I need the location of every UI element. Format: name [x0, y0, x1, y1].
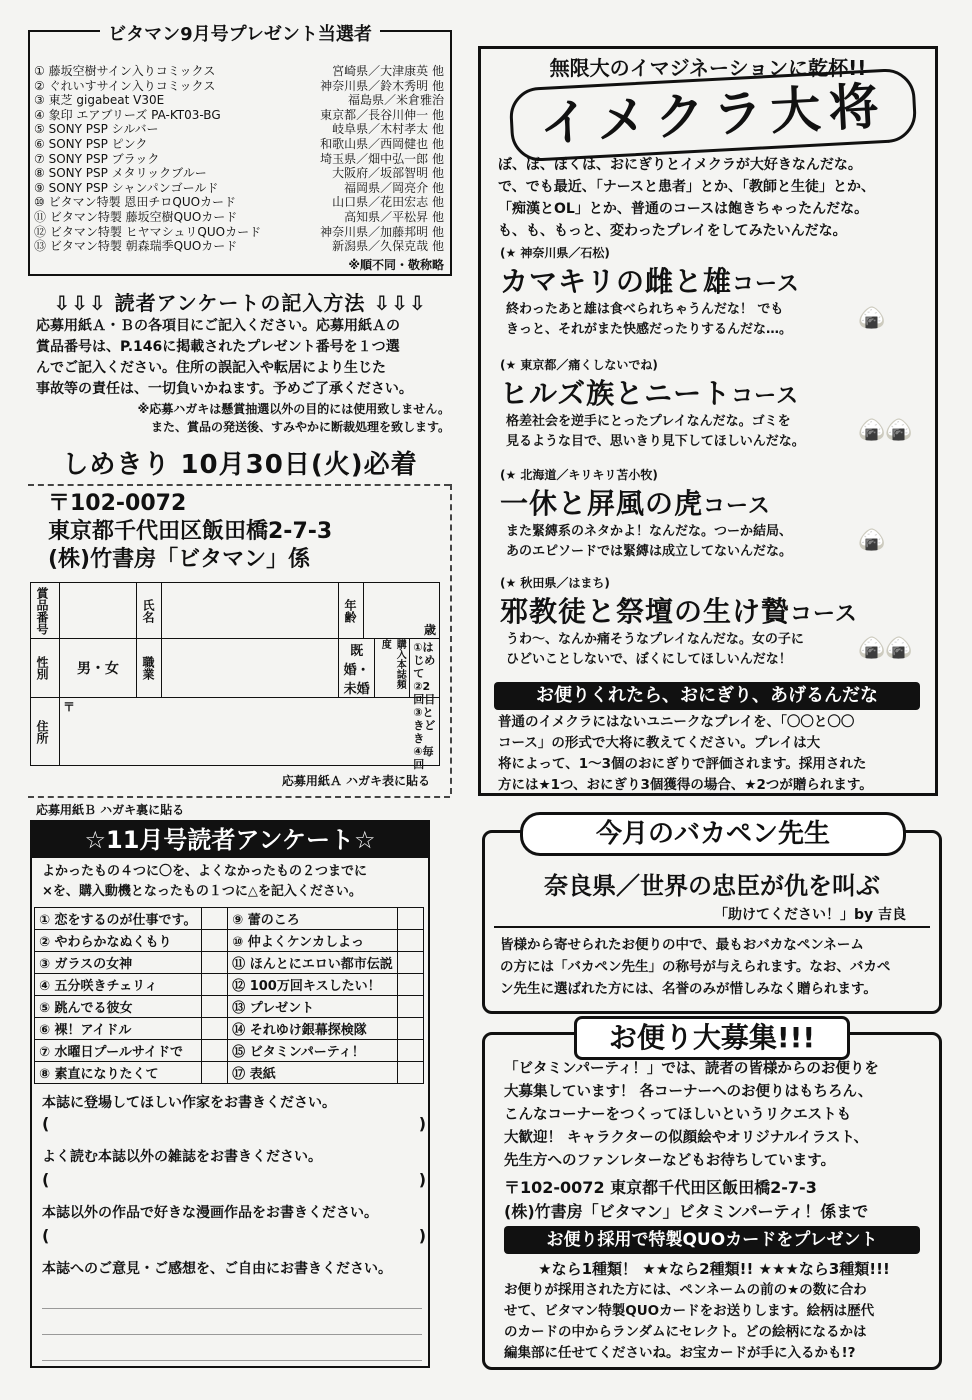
name-field[interactable] — [162, 583, 339, 639]
course-tag: (★ 東京都／痛くしないでね) — [500, 358, 658, 372]
course-title: 邪教徒と祭壇の生け贄コース — [500, 595, 858, 628]
prize-number-label: 賞品番号 — [35, 586, 49, 635]
survey-mark-box[interactable] — [397, 1062, 423, 1084]
sex-field[interactable]: 男・女 — [60, 639, 137, 698]
survey-mark-box[interactable] — [201, 1018, 227, 1040]
winner-prize: ⑩ ビタマン特製 恩田チロQUOカード — [34, 195, 237, 210]
address-line: 東京都千代田区飯田橋2-7-3 — [48, 519, 333, 544]
winner-name: 新潟県／久保克哉 他 — [332, 239, 444, 254]
survey-item: ⑭ それゆけ銀幕探検隊 — [228, 1018, 398, 1040]
survey-mark-box[interactable] — [201, 1040, 227, 1062]
survey-item: ⑪ ほんとにエロい都市伝説 — [228, 952, 398, 974]
howto-note: ※応募ハガキは懸賞抽選以外の目的には使用致しません。 — [137, 402, 450, 416]
winner-row — [34, 108, 444, 123]
bakapen-body: 皆様から寄せられたお便りの中で、最もおバカなペンネーム の方には「バカペン先生」の称号が与えられます。なお、バカペ ン先生に選ばれた方には、名誉のみが惜しみなく贈られます。 — [500, 937, 891, 997]
winner-prize: ② ぐれいすサイン入りコミックス — [34, 78, 216, 93]
survey-item: ③ ガラスの女神 — [35, 952, 202, 974]
letters-body: 「ビタミンパーティ！」では、読者の皆様からのお便りを 大募集しています！ 各コーナーへのお便りはもちろん、 こんなコーナーをつくってほしいというリクエストも 大歓迎！ キャラクターの似顔絵やオリジナルイラスト、 先生方へのファンレターなどもお待ちしています。 — [504, 1061, 879, 1169]
course-tag: (★ 北海道／キリキリ苫小牧) — [500, 468, 658, 482]
winner-row — [34, 137, 444, 152]
age-field[interactable] — [364, 583, 440, 639]
job-field[interactable] — [162, 639, 339, 698]
frequency-field[interactable] — [375, 639, 440, 771]
howto-line: 事故等の責任は、一切負いかねます。予めご了承ください。 — [36, 381, 413, 397]
winner-name: 埼玉県／畑中弘一郎 他 — [320, 151, 444, 166]
course-tag: (★ 神奈川県／石松) — [500, 246, 610, 260]
winner-prize: ① 藤坂空樹サイン入りコミックス — [34, 64, 216, 78]
survey-item: ② やわらかなぬくもり — [35, 930, 202, 952]
survey-mark-box[interactable] — [201, 930, 227, 952]
prize-number-field[interactable] — [60, 583, 137, 639]
winner-row — [34, 210, 444, 225]
winner-prize: ⑧ SONY PSP メタリックブルー — [34, 166, 207, 181]
entry-form-a — [30, 582, 440, 771]
winner-row — [34, 181, 444, 196]
winner-name: 高知県／平松昇 他 — [344, 210, 444, 224]
survey-mark-box[interactable] — [397, 974, 423, 996]
sex-label: 性別 — [35, 656, 49, 680]
survey-row — [35, 952, 424, 974]
answer-1[interactable]: ( ) — [42, 1114, 426, 1133]
survey-mark-box[interactable] — [201, 996, 227, 1018]
letters-address: 〒102-0072 東京都千代田区飯田橋2-7-3 (株)竹書房「ビタマン」ビタミンパーティ！係まで — [504, 1178, 869, 1221]
survey-item: ⑬ プレゼント — [228, 996, 398, 1018]
cut-line — [28, 484, 450, 486]
winner-prize: ⑪ ビタマン特製 藤坂空樹QUOカード — [34, 210, 238, 224]
winner-row — [34, 122, 444, 137]
winner-name: 大阪府／坂部智明 他 — [332, 166, 444, 181]
survey-row — [35, 974, 424, 996]
age-label: 年齢 — [343, 598, 357, 623]
letters-title: お便り大募集!!! — [574, 1016, 850, 1060]
survey-item: ⑧ 素直になりたくて — [35, 1062, 202, 1084]
survey-item: ⑩ 仲よくケンカしよっ — [228, 930, 398, 952]
winner-name: 和歌山県／西岡健也 他 — [320, 137, 444, 151]
frequency-options: ①はじめて ②2回目 ③ときどき ④毎回 — [413, 641, 436, 771]
howto-line: んでご記入ください。住所の誤記入や転居により生じた — [36, 360, 386, 376]
survey-item: ⑨ 蕾のころ — [228, 908, 398, 930]
answer-4[interactable] — [42, 1338, 422, 1361]
course-body: 格差社会を逆手にとったプレイなんだな。ゴミを 見るような目で、思いきり見下してほしいんだな。 — [506, 414, 805, 449]
letters-banner: お便り採用で特製QUOカードをプレゼント — [504, 1226, 920, 1254]
onigiri-icon: 🍙🍙 — [858, 418, 913, 443]
imekura-title: イメクラ大将 — [508, 67, 917, 162]
winner-row — [34, 79, 444, 94]
howto-text — [36, 316, 456, 400]
winner-prize: ⑥ SONY PSP ピンク — [34, 137, 148, 151]
cut-line — [450, 484, 452, 794]
winner-prize: ⑤ SONY PSP シルバー — [34, 122, 159, 137]
form-a-footer: 応募用紙Ａ ハガキ表に貼る — [281, 774, 430, 788]
winner-prize: ⑨ SONY PSP シャンパンゴールド — [34, 180, 219, 195]
age-unit: 歳 — [423, 623, 436, 637]
survey-mark-box[interactable] — [201, 952, 227, 974]
winner-name: 福島県／米倉雅治 — [347, 93, 444, 108]
answer-4[interactable] — [42, 1312, 422, 1335]
winner-prize: ⑫ ビタマン特製 ヒヤマシュリQUOカード — [34, 224, 262, 239]
howto-line: 賞品番号は、P.146に掲載されたプレゼント番号を１つ選 — [36, 339, 400, 355]
cut-line — [28, 796, 450, 798]
job-label: 職業 — [141, 656, 155, 680]
winner-prize: ⑦ SONY PSP ブラック — [34, 151, 160, 166]
howto-heading: ⇩⇩⇩ 読者アンケートの記入方法 ⇩⇩⇩ — [53, 291, 427, 315]
imekura-banner: お便りくれたら、おにぎり、あげるんだな — [494, 682, 920, 710]
onigiri-icon: 🍙🍙 — [858, 636, 913, 661]
survey-mark-box[interactable] — [201, 974, 227, 996]
winner-row — [34, 152, 444, 167]
survey-item: ⑫ 100万回キスしたい！ — [228, 974, 398, 996]
address-field[interactable]: 〒 — [60, 698, 440, 766]
winner-prize: ③ 東芝 gigabeat V30E — [34, 93, 165, 108]
marital-field[interactable]: 既婚・未婚 — [339, 639, 375, 698]
survey-item: ⑤ 跳んでる彼女 — [35, 996, 202, 1018]
survey-row — [35, 996, 424, 1018]
survey-row — [35, 1018, 424, 1040]
winner-prize: ④ 象印 エアブリーズ PA-KT03-BG — [34, 107, 221, 122]
winner-row — [34, 93, 444, 108]
survey-mark-box[interactable] — [201, 1062, 227, 1084]
question-4: 本誌へのご意見・ご感想を、ご自由にお書きください。 — [42, 1261, 392, 1277]
bakapen-divider — [494, 926, 930, 928]
survey-item: ⑮ ビタミンパーティ！ — [228, 1040, 398, 1062]
address-label: 住所 — [35, 719, 49, 744]
winner-name: 岐阜県／木村孝太 他 — [332, 122, 444, 137]
survey-row — [35, 1040, 424, 1062]
survey-item: ④ 五分咲きチェリィ — [35, 974, 202, 996]
question-3: 本誌以外の作品で好きな漫画作品をお書きください。 — [42, 1205, 378, 1221]
winners-note: ※順不同・敬称略 — [348, 258, 444, 272]
survey-title: ☆11月号読者アンケート☆ — [32, 822, 428, 858]
letters-detail: お便りが採用された方には、ペンネームの前の★の数に合わ せて、ビタマン特製QUOカードをお送りします。絵柄は歴代 のカードの中からランダムにセレクト。どの絵柄になるかは 編集部に任せてくださいね。お宝カードが手に入るかも!? — [504, 1282, 875, 1361]
winner-row — [34, 195, 444, 210]
survey-mark-box[interactable] — [397, 996, 423, 1018]
question-2: よく読む本誌以外の雑誌をお書きください。 — [42, 1149, 322, 1165]
survey-item: ⑥ 裸！アイドル — [35, 1018, 202, 1040]
winner-row — [34, 225, 444, 240]
survey-mark-box[interactable] — [397, 908, 423, 930]
survey-mark-box[interactable] — [397, 952, 423, 974]
survey-item: ⑦ 水曜日プールサイドで — [35, 1040, 202, 1062]
course-title: 一休と屏風の虎コース — [500, 487, 771, 520]
survey-item: ① 恋をするのが仕事です。 — [35, 908, 202, 930]
winner-name: 宮崎県／大津康英 他 — [332, 64, 444, 78]
howto-notes — [40, 400, 450, 436]
survey-mark-box[interactable] — [201, 908, 227, 930]
address-line: (株)竹書房「ビタマン」係 — [48, 547, 311, 572]
survey-mark-box[interactable] — [397, 1018, 423, 1040]
survey-mark-box[interactable] — [397, 930, 423, 952]
address-block — [48, 490, 332, 574]
imekura-rules: 普通のイメクラにはないユニークなプレイを、「〇〇と〇〇 コース」の形式で大将に教えてください。プレイは大 将によって、1～3個のおにぎりで評価されます。採用された 方には★1つ、おにぎり3個獲得の場合、★2つが贈られます。 — [498, 714, 873, 793]
onigiri-icon: 🍙 — [858, 528, 886, 553]
howto-note: また、賞品の発送後、すみやかに断裁処理を致します。 — [150, 420, 450, 434]
bakapen-title: 今月のバカペン先生 — [520, 812, 906, 856]
howto-line: 応募用紙Ａ・Ｂの各項目にご記入ください。応募用紙Ａの — [36, 318, 400, 334]
course-title: カマキリの雌と雄コース — [500, 265, 800, 298]
winner-name: 神奈川県／鈴木秀明 他 — [320, 78, 444, 93]
bakapen-credit: 「助けてください！」by 吉良 — [713, 907, 906, 923]
course-body: また緊縛系のネタかよ！なんだな。つーか結局、 あのエピソードでは緊縛は成立してないんだな。 — [506, 524, 793, 559]
survey-row — [35, 930, 424, 952]
course-tag: (★ 秋田県／はまち) — [500, 576, 610, 590]
form-b-label: 応募用紙Ｂ ハガキ裏に貼る — [36, 803, 185, 817]
imekura-intro: ぼ、ぼ、ぼくは、おにぎりとイメクラが大好きなんだな。 で、でも最近、「ナースと患者」とか、「教師と生徒」とか、 「痴漢とOL」とか、普通のコースは飽きちゃったんだな。 も、も、もっと、変わったプレイをしてみたいんだな。 — [498, 157, 876, 239]
answer-3[interactable]: ( ) — [42, 1226, 426, 1245]
address-zip: 〒102-0072 — [48, 491, 187, 516]
survey-mark-box[interactable] — [397, 1040, 423, 1062]
winner-name: 東京都／長谷川伸一 他 — [320, 107, 444, 122]
survey-row — [35, 908, 424, 930]
name-label: 氏名 — [141, 598, 155, 623]
course-title: ヒルズ族とニートコース — [500, 377, 800, 410]
winner-row — [34, 166, 444, 181]
course-body: 終わったあと雄は食べられちゃうんだな！ でも きっと、それがまた快感だったりするんだな…。 — [506, 302, 793, 337]
survey-instructions: よかったもの４つに〇を、よくなかったもの２つまでに ×を、購入動機となったもの１つに△を記入ください。 — [42, 864, 368, 899]
answer-4[interactable] — [42, 1286, 422, 1309]
onigiri-icon: 🍙 — [858, 306, 886, 331]
winner-name: 山口県／花田宏志 他 — [332, 195, 444, 210]
letters-stars: ★なら1種類！ ★★なら2種類!! ★★★なら3種類!!! — [538, 1260, 890, 1278]
course-body: うわ～、なんか痛そうなプレイなんだな。女の子に ひどいことしないで、ぼくにしてほしいんだな！ — [506, 632, 804, 667]
answer-2[interactable]: ( ) — [42, 1170, 426, 1189]
question-1: 本誌に登場してほしい作家をお書きください。 — [42, 1095, 336, 1111]
winner-name: 福岡県／岡亮介 他 — [344, 180, 444, 195]
imekura-subtitle: 無限大のイマジネーションに乾杯!! — [549, 56, 867, 80]
winner-row — [34, 239, 444, 254]
survey-item: ⑰ 表紙 — [228, 1062, 398, 1084]
winner-prize: ⑬ ビタマン特製 朝森瑞季QUOカード — [34, 239, 238, 254]
winner-row — [34, 64, 444, 79]
frequency-label: 購入本誌頻度 — [375, 639, 410, 697]
survey-table — [34, 907, 424, 1084]
winners-title: ビタマン9月号プレゼント当選者 — [30, 20, 450, 46]
survey-row — [35, 1062, 424, 1084]
bakapen-pen-name: 奈良県／世界の忠臣が仇を叫ぶ — [544, 872, 880, 900]
deadline: しめきり 10月30日(火)必着 — [62, 450, 418, 480]
winner-name: 神奈川県／加藤邦明 他 — [320, 224, 444, 239]
